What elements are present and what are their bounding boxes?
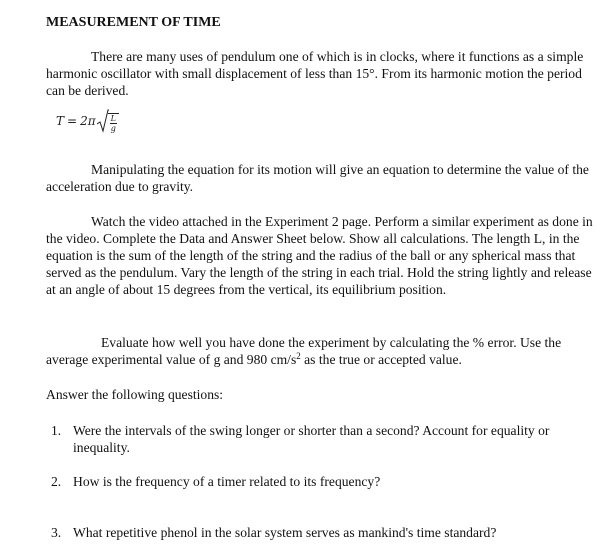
square-root	[97, 109, 119, 133]
questions-intro: Answer the following questions:	[46, 387, 224, 402]
question-text: How is the frequency of a timer related to its frequency?	[73, 474, 381, 489]
question-number: 2.	[51, 474, 62, 489]
page-title: MEASUREMENT OF TIME	[46, 15, 221, 30]
exponent: 2	[296, 351, 301, 361]
formula-lhs: T	[56, 113, 65, 128]
question-number: 3.	[51, 525, 62, 540]
question-text: Were the intervals of the swing longer or shorter than a second? Account for equality or inequality.	[73, 423, 550, 455]
evaluation-text-end: as the true or accepted value.	[300, 352, 462, 367]
question-text: What repetitive phenol in the solar system serves as mankind's time standard?	[73, 525, 497, 540]
question-number: 1.	[51, 423, 62, 438]
period-formula	[56, 108, 119, 134]
formula-denominator: g	[110, 124, 116, 133]
evaluation-paragraph	[46, 334, 594, 368]
formula-equals: =	[67, 113, 78, 128]
intro-paragraph: There are many uses of pendulum one of which is in clocks, where it functions as a simple harmonic oscillator with small displacement of less than 15°. From its harmonic motion the period can be derived.	[46, 49, 584, 98]
formula-fraction	[108, 113, 119, 133]
formula-numerator: L	[110, 114, 116, 123]
evaluation-text: Evaluate how well you have done the experiment by calculating the % error. Use the average experimental value of g and 980 cm/s	[46, 335, 562, 367]
gravity-paragraph: Manipulating the equation for its motion will give an equation to determine the value of the acceleration due to gravity.	[46, 162, 589, 194]
formula-coefficient: 2π	[80, 113, 96, 128]
procedure-paragraph: Watch the video attached in the Experiment 2 page. Perform a similar experiment as done in the video. Complete the Data and Answer Sheet below. Show all calculations. The length L, in the equation is the sum of the length of the string and the radius of the ball or any spherical mass that served as the pendulum. Vary the length of the string in each trial. Hold the string lightly and release at an angle of about 15 degrees from the vertical, its equilibrium position.	[46, 214, 593, 297]
